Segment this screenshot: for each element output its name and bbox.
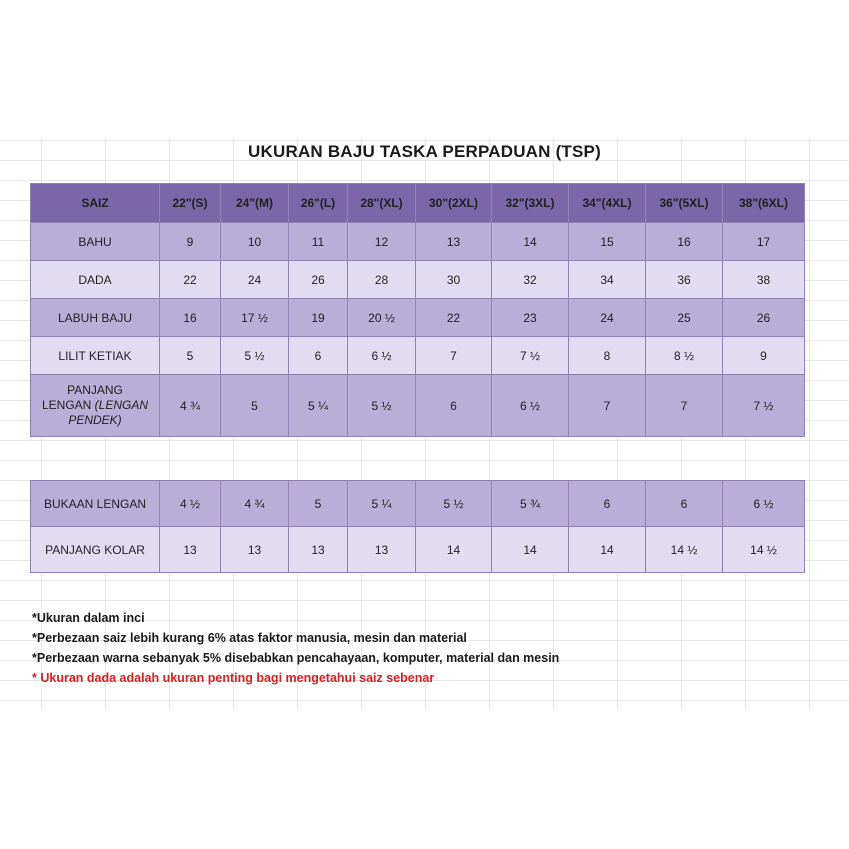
- table-cell: 11: [289, 223, 348, 261]
- table-cell: 5: [221, 375, 289, 437]
- header-cell: 30"(2XL): [416, 184, 492, 223]
- table-cell: 9: [160, 223, 221, 261]
- table-cell: 6: [569, 481, 646, 527]
- note-line: *Ukuran dalam inci: [32, 611, 145, 625]
- table-cell: 24: [569, 299, 646, 337]
- table-cell: 19: [289, 299, 348, 337]
- table-cell: 5 ¾: [492, 481, 569, 527]
- table-cell: 14: [492, 527, 569, 573]
- table-cell: 23: [492, 299, 569, 337]
- table-cell: 26: [723, 299, 805, 337]
- size-table-main: [30, 183, 805, 437]
- table-cell: 34: [569, 261, 646, 299]
- table-cell: 7 ½: [492, 337, 569, 375]
- row-label: PANJANG KOLAR: [31, 527, 160, 573]
- header-cell: 34"(4XL): [569, 184, 646, 223]
- table-cell: 12: [348, 223, 416, 261]
- row-label-line: LENGAN: [41, 398, 95, 412]
- header-cell: 26"(L): [289, 184, 348, 223]
- header-cell: 36"(5XL): [646, 184, 723, 223]
- table-cell: 26: [289, 261, 348, 299]
- table-cell: 5: [160, 337, 221, 375]
- header-cell: 24"(M): [221, 184, 289, 223]
- table-cell: 16: [646, 223, 723, 261]
- note-line: *Perbezaan warna sebanyak 5% disebabkan pencahayaan, komputer, material dan mesin: [32, 651, 560, 665]
- table-cell: 17: [723, 223, 805, 261]
- table-cell: 7: [416, 337, 492, 375]
- table-cell: 22: [160, 261, 221, 299]
- table-cell: 7: [646, 375, 723, 437]
- table-cell: 30: [416, 261, 492, 299]
- table-cell: 6 ½: [723, 481, 805, 527]
- row-label: BAHU: [31, 223, 160, 261]
- table-cell: 4 ¾: [160, 375, 221, 437]
- table-cell: 5 ½: [221, 337, 289, 375]
- note-important: * Ukuran dada adalah ukuran penting bagi mengetahui saiz sebenar: [32, 671, 435, 685]
- table-cell: 13: [416, 223, 492, 261]
- table-cell: 14: [569, 527, 646, 573]
- table-cell: 36: [646, 261, 723, 299]
- table-cell: 14: [492, 223, 569, 261]
- table-cell: 17 ½: [221, 299, 289, 337]
- table-cell: 13: [160, 527, 221, 573]
- page-title: UKURAN BAJU TASKA PERPADUAN (TSP): [248, 142, 601, 161]
- size-table-secondary: [30, 480, 805, 573]
- table-cell: 14 ½: [723, 527, 805, 573]
- table-cell: 5 ¼: [348, 481, 416, 527]
- table-cell: 32: [492, 261, 569, 299]
- row-label-line-italic: (LENGAN: [94, 398, 149, 412]
- table-row: [31, 527, 805, 573]
- table-row: [31, 261, 805, 299]
- row-label: LILIT KETIAK: [31, 337, 160, 375]
- table-row: [31, 299, 805, 337]
- header-cell: 32"(3XL): [492, 184, 569, 223]
- table-cell: 5 ¼: [289, 375, 348, 437]
- table-cell: 14 ½: [646, 527, 723, 573]
- header-cell: 22"(S): [160, 184, 221, 223]
- header-cell: 38"(6XL): [723, 184, 805, 223]
- table-cell: 9: [723, 337, 805, 375]
- row-label-line-italic: PENDEK): [68, 413, 122, 427]
- table-cell: 28: [348, 261, 416, 299]
- row-label: BUKAAN LENGAN: [31, 481, 160, 527]
- table-cell: 13: [348, 527, 416, 573]
- notes: [32, 608, 559, 688]
- header-row: [31, 184, 805, 223]
- table-cell: 6: [646, 481, 723, 527]
- table-row: [31, 481, 805, 527]
- table-cell: 22: [416, 299, 492, 337]
- header-cell: SAIZ: [31, 184, 160, 223]
- table-cell: 4 ½: [160, 481, 221, 527]
- table-row: [31, 337, 805, 375]
- table-cell: 8 ½: [646, 337, 723, 375]
- row-label: [31, 375, 160, 437]
- table-row: [31, 375, 805, 437]
- table-cell: 6 ½: [492, 375, 569, 437]
- table-cell: 7: [569, 375, 646, 437]
- row-label: DADA: [31, 261, 160, 299]
- table-cell: 7 ½: [723, 375, 805, 437]
- table-cell: 16: [160, 299, 221, 337]
- row-label: LABUH BAJU: [31, 299, 160, 337]
- table-row: [31, 223, 805, 261]
- header-cell: 28"(XL): [348, 184, 416, 223]
- table-cell: 5 ½: [348, 375, 416, 437]
- table-cell: 38: [723, 261, 805, 299]
- table-cell: 24: [221, 261, 289, 299]
- table-cell: 6: [416, 375, 492, 437]
- table-cell: 14: [416, 527, 492, 573]
- table-cell: 20 ½: [348, 299, 416, 337]
- table-cell: 13: [221, 527, 289, 573]
- table-cell: 25: [646, 299, 723, 337]
- table-cell: 15: [569, 223, 646, 261]
- table-cell: 13: [289, 527, 348, 573]
- table-cell: 5: [289, 481, 348, 527]
- note-line: *Perbezaan saiz lebih kurang 6% atas faktor manusia, mesin dan material: [32, 631, 467, 645]
- table-cell: 5 ½: [416, 481, 492, 527]
- table-cell: 8: [569, 337, 646, 375]
- row-label-line: PANJANG: [67, 383, 123, 397]
- table-cell: 4 ¾: [221, 481, 289, 527]
- table-cell: 6: [289, 337, 348, 375]
- table-cell: 6 ½: [348, 337, 416, 375]
- table-cell: 10: [221, 223, 289, 261]
